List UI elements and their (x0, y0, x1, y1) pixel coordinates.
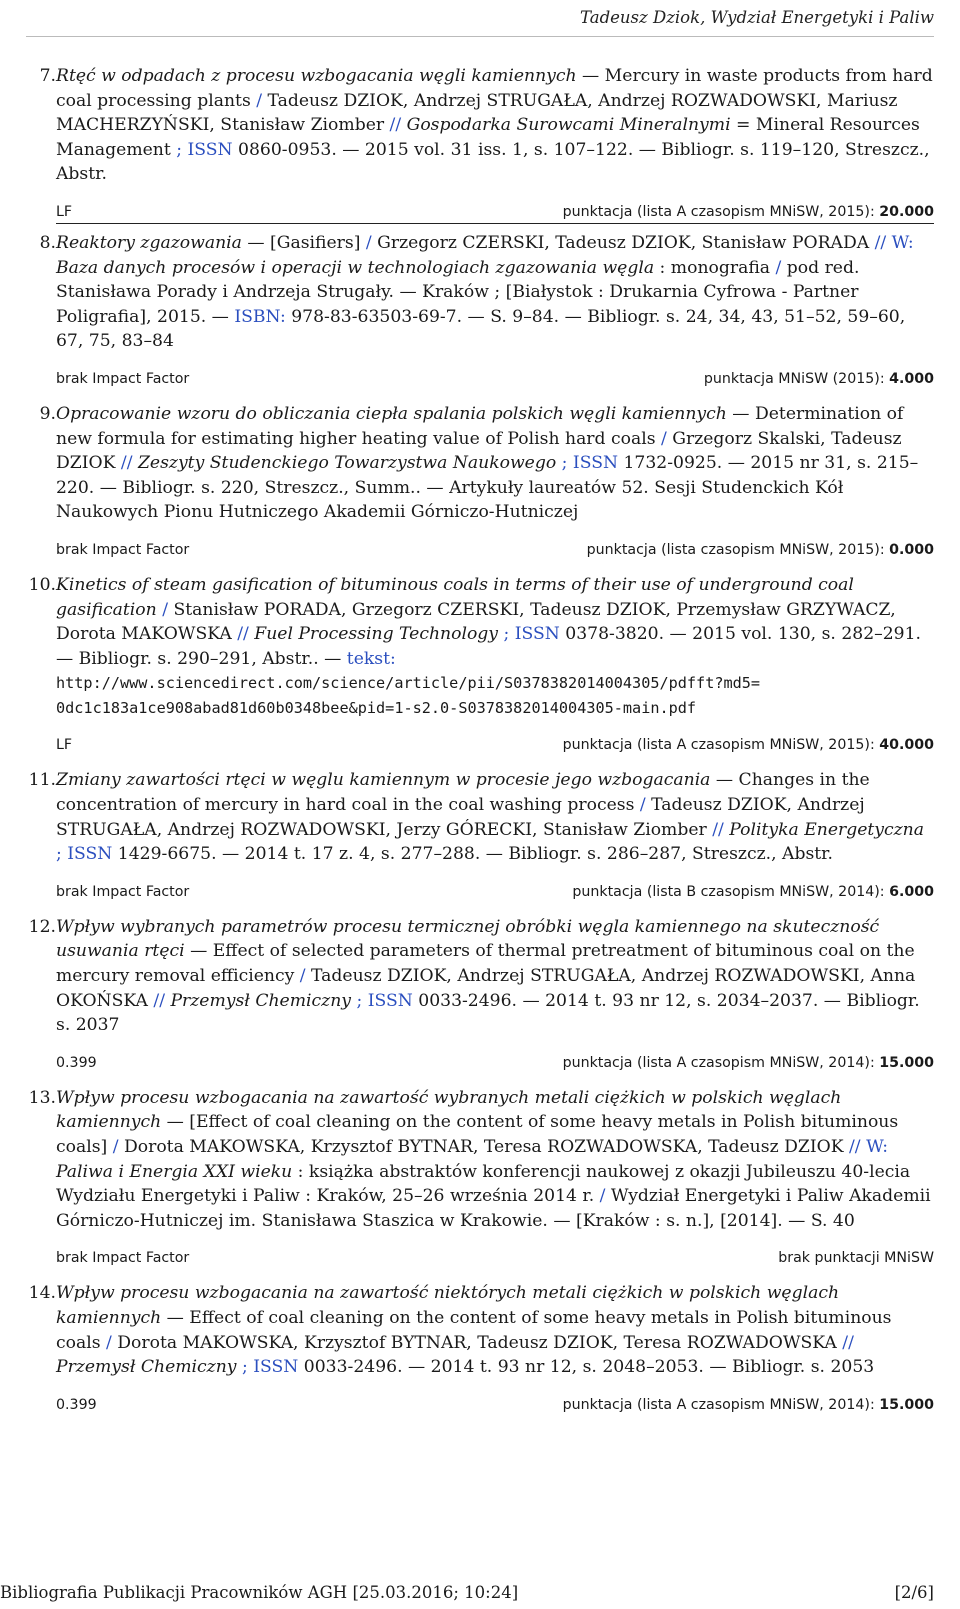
citation-text: — Changes in the concentration of mercury in hard coal in the coal washing process (56, 770, 870, 816)
impact-factor: brak Impact Factor (56, 883, 190, 900)
citation-text: Grzegorz CZERSKI, Tadeusz DZIOK, Stanisław PORADA (371, 232, 875, 253)
citation-text: Dorota MAKOWSKA, Krzysztof BYTNAR, Teresa ROZWADOWSKA, Tadeusz DZIOK (118, 1137, 849, 1157)
bibliography-entry (26, 1281, 934, 1427)
entry-spacer (26, 561, 934, 573)
entry-metrics (56, 1052, 934, 1074)
citation-title: Fuel Processing Technology (248, 624, 499, 645)
citation-title: Zmiany zawartości rtęci w węglu kamiennym w procesie jego wzbogacania (56, 770, 711, 791)
entry-citation (56, 1281, 934, 1379)
citation-link[interactable]: / (112, 1137, 119, 1157)
entry-metrics (56, 201, 934, 223)
citation-text: Mineral Resources Management (56, 115, 920, 160)
citation-text: 0860-0953. — 2015 vol. 31 iss. 1, s. 107–122. — Bibliogr. s. 119–120, Streszcz., Abstr. (56, 139, 930, 185)
citation-text: 0033-2496. — 2014 t. 93 nr 12, s. 2048–2053. — Bibliogr. s. 2053 (298, 1357, 875, 1378)
citation-text: — Mercury in waste products from hard coal processing plants (56, 66, 933, 111)
citation-link[interactable]: ; ISSN (503, 624, 560, 645)
citation-text: Tadeusz DZIOK, Andrzej STRUGAŁA, Andrzej ROZWADOWSKI, Anna OKOŃSKA (56, 966, 916, 1011)
citation-link[interactable]: / (661, 428, 667, 449)
entry-divider (56, 223, 934, 231)
citation-link[interactable]: // (237, 624, 249, 645)
footer-source: Bibliografia Publikacji Pracowników AGH [25.03.2016; 10:24] (0, 1583, 519, 1602)
mnisw-score (563, 1394, 934, 1416)
citation-link[interactable]: ; ISSN (176, 139, 233, 160)
entry-citation (56, 768, 934, 866)
citation-text: Dorota MAKOWSKA, Krzysztof BYTNAR, Tadeusz DZIOK, Teresa ROZWADOWSKA (111, 1332, 843, 1353)
entry-spacer (26, 756, 934, 768)
citation-text: 978-83-63503-69-7. — S. 9–84. — Bibliogr. s. 24, 34, 43, 51–52, 59–60, 67, 75, 83–84 (56, 306, 906, 352)
citation-text: 0378-3820. — 2015 vol. 130, s. 282–291. — Bibliogr. s. 290–291, Abstr.. — (56, 624, 921, 669)
citation-text: : książka abstraktów konferencji naukowej z okazji Jubileuszu 40-lecia Wydziału Energetyki i Paliw : Kraków, 25–26 września 2014 r. (56, 1161, 911, 1207)
citation-text: Tadeusz DZIOK, Andrzej STRUGAŁA, Andrzej ROZWADOWSKI, Jerzy GÓRECKI, Stanisław Ziomber (56, 795, 865, 840)
page-header-title: Tadeusz Dziok, Wydział Energetyki i Paliw (580, 8, 934, 27)
citation-link[interactable]: / (599, 1186, 606, 1207)
citation-text: : monografia (654, 257, 776, 278)
citation-link[interactable]: W: (866, 1137, 889, 1157)
citation-title: Baza danych procesów i operacji w technologiach zgazowania węgla (56, 257, 655, 278)
mnisw-score (704, 368, 934, 390)
entry-number: 11. (28, 770, 56, 791)
entry-citation (56, 915, 934, 1038)
citation-text: Stanisław PORADA, Grzegorz CZERSKI, Tadeusz DZIOK, Przemysław GRZYWACZ, Dorota MAKOWSKA (56, 599, 896, 645)
header-divider (26, 36, 934, 37)
citation-link[interactable]: ; ISSN (561, 453, 619, 474)
citation-title: Rtęć w odpadach z procesu wzbogacania węgli kamiennych (56, 66, 577, 86)
citation-text: pod red. Stanisława Porady i Andrzeja Strugały. — Kraków ; [Białystok : Drukarnia Cyfrowa - Partner Poligrafia], 2015. — (56, 257, 860, 327)
mnisw-score (563, 734, 934, 756)
entry-citation (56, 573, 934, 721)
score-label: punktacja (lista A czasopism MNiSW, 2014): (562, 1396, 880, 1413)
citation-title: Reaktory zgazowania (56, 232, 242, 253)
entry-metrics (56, 734, 934, 756)
entry-metrics (56, 539, 934, 561)
entry-spacer (26, 903, 934, 915)
citation-title: Polityka Energetyczna (723, 819, 925, 840)
citation-link[interactable]: ISBN: (234, 306, 286, 327)
entry-metrics (56, 1247, 934, 1269)
entry-number: 9. (39, 403, 56, 424)
entry-spacer (26, 1074, 934, 1086)
entry-number: 8. (39, 232, 56, 253)
score-label: punktacja MNiSW (2015): (703, 370, 890, 387)
citation-link[interactable]: ; ISSN (242, 1357, 299, 1378)
score-value: 0.000 (889, 541, 934, 558)
citation-link[interactable]: ; ISSN (56, 844, 113, 865)
score-value: 4.000 (889, 370, 934, 387)
citation-link[interactable]: // (842, 1332, 854, 1353)
score-value: 6.000 (889, 883, 934, 900)
citation-link[interactable]: tekst: (346, 648, 396, 669)
citation-link[interactable]: // (120, 453, 133, 474)
entry-metrics (56, 368, 934, 390)
mnisw-score (778, 1247, 934, 1269)
entry-spacer (26, 1269, 934, 1281)
citation-link[interactable]: W: (891, 232, 914, 253)
citation-text: — [Gasifiers] (241, 232, 366, 253)
citation-text: 1429-6675. — 2014 t. 17 z. 4, s. 277–288. — Bibliogr. s. 286–287, Streszcz., Abstr. (112, 844, 833, 865)
citation-title: Wpływ procesu wzbogacania na zawartość wybranych metali ciężkich w polskich węglach kamiennych (56, 1087, 842, 1133)
entry-citation (56, 231, 934, 354)
entry-number: 14. (28, 1283, 56, 1304)
citation-title: Paliwa i Energia XXI wieku (56, 1161, 293, 1182)
entry-number: 13. (28, 1087, 56, 1108)
score-value: 40.000 (879, 737, 934, 754)
score-label: punktacja (lista A czasopism MNiSW, 2015): (562, 203, 880, 220)
score-value: 20.000 (879, 203, 934, 220)
citation-link[interactable]: ; ISSN (356, 990, 413, 1011)
mnisw-score (572, 881, 934, 903)
bibliography-entry (26, 573, 934, 769)
citation-link[interactable]: / (106, 1332, 112, 1353)
citation-title: Zeszyty Studenckiego Towarzystwa Naukowego (132, 453, 557, 474)
entry-metrics (56, 1394, 934, 1416)
impact-factor: brak Impact Factor (56, 1250, 190, 1267)
citation-link[interactable]: // (849, 1137, 861, 1157)
citation-link[interactable]: / (256, 90, 263, 111)
score-value: 15.000 (879, 1396, 934, 1413)
bibliography-entry (26, 402, 934, 573)
bibliography-entry (26, 915, 934, 1086)
citation-text: — Determination of new formula for estimating higher heating value of Polish hard coals (56, 403, 904, 449)
entry-citation (56, 1086, 934, 1234)
citation-link[interactable]: // (389, 115, 402, 136)
citation-title: Wpływ wybranych parametrów procesu termicznej obróbki węgla kamiennego na skuteczność usuwania rtęci (56, 916, 880, 962)
impact-factor: LF (56, 203, 73, 220)
mnisw-score (587, 539, 934, 561)
footer-page-number: [2/6] (894, 1583, 934, 1602)
entry-metrics (56, 881, 934, 903)
citation-title: Wpływ procesu wzbogacania na zawartość niektórych metali ciężkich w polskich węglach kamiennych (56, 1283, 840, 1328)
entry-number: 10. (28, 574, 56, 595)
citation-link[interactable]: / (365, 232, 372, 253)
citation-text: — Effect of selected parameters of thermal pretreatment of bituminous coal on the mercury removal efficiency (56, 941, 915, 987)
entry-number: 12. (28, 916, 56, 937)
bibliography-entry (26, 1086, 934, 1282)
citation-text: Grzegorz Skalski, Tadeusz DZIOK (56, 428, 902, 474)
mnisw-score (563, 201, 934, 223)
score-value: 15.000 (879, 1054, 934, 1071)
citation-link[interactable]: / (162, 599, 168, 620)
impact-factor: LF (56, 737, 73, 754)
score-label: punktacja (lista czasopism MNiSW, 2015): (586, 541, 890, 558)
impact-factor: 0.399 (56, 1396, 97, 1413)
citation-link[interactable]: / (775, 257, 782, 278)
entry-spacer (26, 1416, 934, 1428)
bibliography-list (26, 64, 934, 1428)
bibliography-entry (26, 768, 934, 914)
impact-factor: 0.399 (56, 1054, 97, 1071)
score-label: punktacja (lista B czasopism MNiSW, 2014): (572, 883, 890, 900)
citation-link[interactable]: // (874, 232, 887, 253)
entry-citation (56, 64, 934, 187)
citation-url[interactable]: http://www.sciencedirect.com/science/article/pii/S0378382014004305/pdfft?md5= 0dc1c183a1ce908abad81d60b0348bee&pid=1-s2.0-S0378382014004305-main.pdf (56, 674, 761, 717)
citation-link[interactable]: / (639, 795, 646, 816)
impact-factor: brak Impact Factor (56, 370, 190, 387)
citation-text: — Effect of coal cleaning on the content of some heavy metals in Polish bituminous coals (56, 1307, 892, 1353)
citation-link[interactable]: // (712, 819, 724, 840)
entry-spacer (26, 390, 934, 402)
citation-title: Gospodarka Surowcami Mineralnymi = (401, 115, 756, 136)
entry-citation (56, 402, 934, 525)
citation-title: Kinetics of steam gasification of bituminous coals in terms of their use of underground coal gasification (56, 574, 854, 620)
citation-text: 1732-0925. — 2015 nr 31, s. 215–220. — Bibliogr. s. 220, Streszcz., Summ.. — Artykuły laureatów 52. Sesji Studenckich Kół Naukowych Pionu Hutniczego Akademii Górniczo-Hutniczej (56, 453, 919, 523)
score-label: punktacja (lista A czasopism MNiSW, 2014): (562, 1054, 880, 1071)
entry-number: 7. (39, 66, 56, 86)
citation-text: — [Effect of coal cleaning on the content of some heavy metals in Polish bituminous coals] (56, 1112, 899, 1157)
impact-factor: brak Impact Factor (56, 541, 190, 558)
citation-link[interactable]: / (299, 966, 306, 987)
citation-title: Przemysł Chemiczny (56, 1357, 237, 1378)
citation-title: Przemysł Chemiczny (165, 990, 351, 1011)
citation-text: 0033-2496. — 2014 t. 93 nr 12, s. 2034–2037. — Bibliogr. s. 2037 (56, 990, 920, 1036)
citation-text: Tadeusz DZIOK, Andrzej STRUGAŁA, Andrzej ROZWADOWSKI, Mariusz MACHERZYŃSKI, Stanisław Ziomber (56, 90, 898, 136)
mnisw-score (563, 1052, 934, 1074)
citation-text: Wydział Energetyki i Paliw Akademii Górniczo-Hutniczej im. Stanisława Staszica w Krakowie. — [Kraków : s. n.], [2014]. — S. 40 (56, 1186, 931, 1231)
score-label: brak punktacji MNiSW (778, 1250, 934, 1267)
bibliography-entry (26, 64, 934, 231)
score-label: punktacja (lista A czasopism MNiSW, 2015): (562, 737, 880, 754)
bibliography-entry (26, 231, 934, 402)
citation-link[interactable]: // (153, 990, 165, 1011)
citation-title: Opracowanie wzoru do obliczania ciepła spalania polskich węgli kamiennych (56, 403, 727, 424)
